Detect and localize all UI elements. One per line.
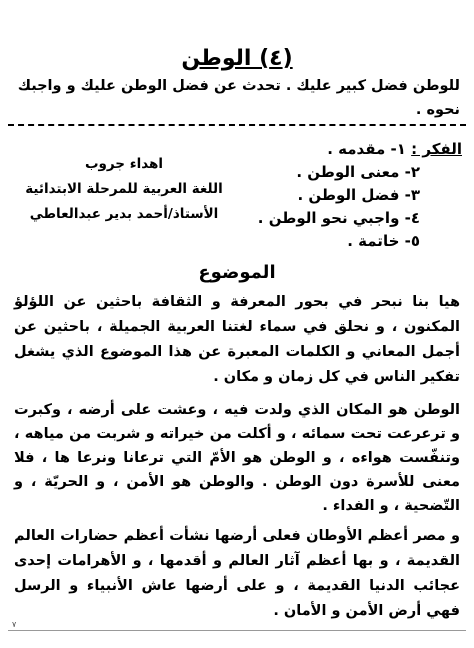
page-number: ٧ [12, 620, 17, 629]
dedication-block [14, 152, 234, 227]
ideas-item: ٢- معنى الوطن . [296, 163, 420, 181]
page-title: (٤) الوطن [181, 46, 293, 71]
ideas-item: ٣- فضل الوطن . [297, 186, 420, 204]
paragraph-meaning: الوطن هو المكان الذي ولدت فيه ، وعشت على أرضه ، وكبرت و ترعرعت تحت سمائه ، و أكلت من خيراته و شربت من مياهه ، وتنفّست هواءه ، و الوطن هو الأمّ التي ترعانا ونرعا ها ، فلا معنى للأسرة دون الوطن . والوطن هو الأمن ، و الحريّة ، و التّضحية ، و الفداء . [14, 402, 460, 514]
ideas-list [257, 138, 462, 253]
dedication-subject: اللغة العربية للمرحلة الابتدائية [25, 181, 223, 197]
ideas-heading: الفكر : [411, 140, 462, 158]
ideas-item: ١- مقدمه . [327, 140, 406, 158]
dashed-divider [8, 124, 466, 126]
paragraph-egypt: و مصر أعظم الأوطان فعلى أرضها نشأت أعظم حضارات العالم القديمة ، و بها أعظم آثار العالم و أقدمها ، و الأهرامات إحدى عجائب الدنيا القديمة ، و على أرضها عاش الأنبياء و الرسل فهي أرض الأمن و الأمان . [14, 528, 460, 619]
intro-prompt: للوطن فضل كبير عليك . تحدث عن فضل الوطن عليك و واجبك نحوه . [17, 78, 460, 118]
dedication-teacher: الأستاذ/أحمد بدير عبدالعاطي [29, 206, 219, 222]
section-title: الموضوع [198, 262, 276, 283]
paragraph-introduction: هيا بنا نبحر في بحور المعرفة و الثقافة باحثين عن اللؤلؤ المكنون ، و نحلق في سماء لغتنا العربية الجميلة ، باحثين عن أجمل المعاني و الكلمات المعبرة عن هذا الموضوع الذي يشغل تفكير الناس في كل زمان و مكان . [14, 294, 460, 385]
dedication-group: اهداء جروب [84, 156, 164, 172]
ideas-item: ٥- خاتمة . [347, 232, 420, 250]
footer-rule [8, 630, 466, 631]
ideas-item: ٤- واجبي نحو الوطن . [257, 209, 420, 227]
ideas-row-1 [262, 138, 462, 161]
